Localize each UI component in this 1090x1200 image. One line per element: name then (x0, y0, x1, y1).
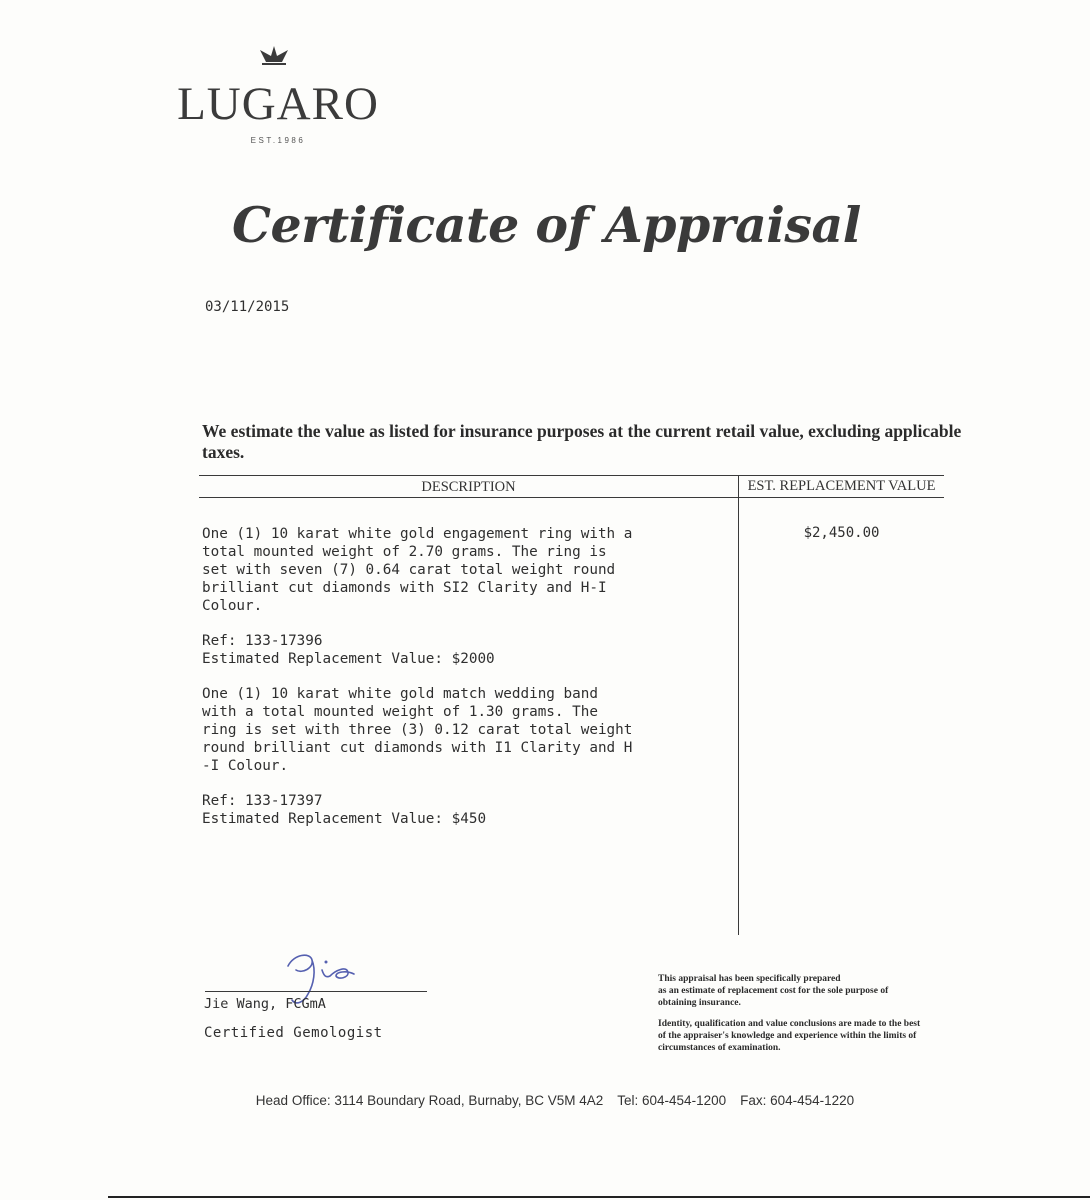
crown-icon (256, 44, 292, 68)
page-edge (108, 1196, 1090, 1198)
certificate-title: Certificate of Appraisal (232, 196, 861, 254)
item-estimate: Estimated Replacement Value: $450 (202, 811, 487, 827)
signer-name: Jie Wang, FCGmA (204, 996, 326, 1012)
table-column-divider (738, 475, 739, 935)
item-description: One (1) 10 karat white gold match wedding band with a total mounted weight of 1.30 grams. The ring is set with three (3) 0.12 carat total weight round brilliant cut diamonds with I1 Clarity and H -I Colour. (202, 686, 633, 774)
item-ref: Ref: 133-17396 (202, 633, 323, 649)
appraisal-date: 03/11/2015 (205, 299, 290, 315)
established-year: EST.1986 (250, 136, 306, 145)
disclaimer-purpose: This appraisal has been specifically prepared as an estimate of replacement cost for the sole purpose of obtaining insurance. (658, 974, 889, 1008)
intro-statement: We estimate the value as listed for insurance purposes at the current retail value, excluding applicable taxes. (202, 421, 962, 462)
footer-address: Head Office: 3114 Boundary Road, Burnaby, BC V5M 4A2 (255, 1093, 604, 1108)
item-estimate: Estimated Replacement Value: $2000 (202, 651, 495, 667)
table-top-rule (199, 475, 944, 476)
table-header-rule (199, 497, 944, 498)
footer-tel: Tel: 604-454-1200 (617, 1093, 727, 1108)
signer-title: Certified Gemologist (204, 1025, 383, 1041)
total-replacement-value: $2,450.00 (803, 525, 880, 541)
description-header: DESCRIPTION (421, 479, 516, 495)
company-logo: LUGARO (177, 78, 379, 130)
footer (0, 1093, 1090, 1108)
signature-line (205, 991, 427, 992)
item-description: One (1) 10 karat white gold engagement ring with a total mounted weight of 2.70 grams. The ring is set with seven (7) 0.64 carat total weight round brilliant cut diamonds with SI2 Clarity and H-I Colour. (202, 526, 633, 614)
disclaimer-limits: Identity, qualification and value conclusions are made to the best of the appraiser's knowledge and experience within the limits of circumstances of examination. (658, 1019, 921, 1053)
value-header: EST. REPLACEMENT VALUE (747, 478, 936, 494)
footer-fax: Fax: 604-454-1220 (740, 1093, 855, 1108)
item-ref: Ref: 133-17397 (202, 793, 323, 809)
